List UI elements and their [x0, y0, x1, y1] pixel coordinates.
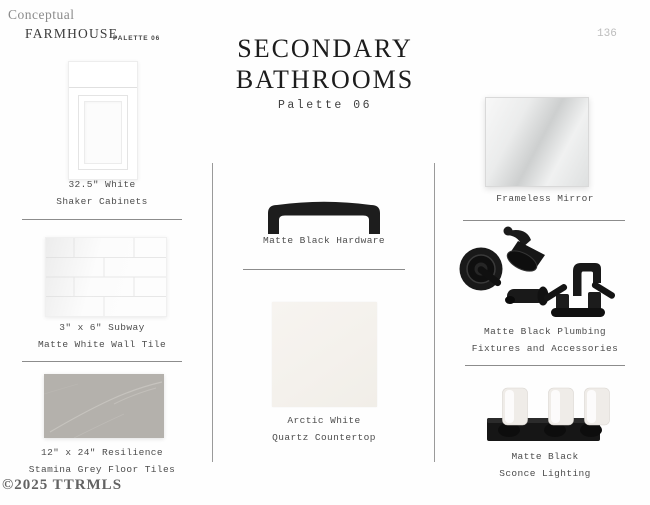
- plumbing-label: [435, 324, 650, 357]
- sconce-glass-shades: [503, 388, 610, 425]
- mirror-label-line1: Frameless Mirror: [496, 193, 594, 204]
- plumbing-fixtures-image: [452, 226, 632, 328]
- left-divider-2: [22, 361, 182, 362]
- cabinet-pull-image: [258, 196, 390, 236]
- copyright-watermark: ©2025 TTRMLS: [2, 477, 123, 493]
- sconce-label: [435, 449, 650, 482]
- tile-sheen: [46, 238, 166, 316]
- page-title: [195, 33, 455, 95]
- vertical-divider-right: [434, 163, 435, 462]
- wall-tile-label-line2: Matte White Wall Tile: [37, 338, 167, 350]
- cabinets-label: [0, 177, 212, 210]
- countertop-label: [214, 413, 434, 446]
- floor-tile-label-line1: 12" x 24" Resilience: [40, 447, 164, 458]
- mirror-label: [435, 191, 650, 208]
- page-title-line1: SECONDARY: [237, 34, 413, 63]
- sconce-label-line1: Matte Black: [511, 451, 579, 462]
- shaker-cabinet-swatch: [68, 61, 138, 180]
- wall-tile-label: [0, 320, 212, 353]
- hardware-label: [214, 233, 434, 250]
- cabinet-drawer: [69, 62, 137, 88]
- cabinets-label-line2: Shaker Cabinets: [56, 195, 148, 207]
- page-number: 136: [597, 28, 617, 40]
- shower-valve-icon: [460, 248, 503, 291]
- plumbing-label-line2: Fixtures and Accessories: [471, 342, 619, 354]
- right-divider-1: [463, 220, 625, 221]
- brand-conceptual: Conceptual: [8, 7, 75, 22]
- countertop-label-line1: Arctic White: [287, 415, 361, 426]
- vertical-divider-left: [212, 163, 213, 462]
- mirror-image: [485, 97, 589, 187]
- right-divider-2: [465, 365, 625, 366]
- brand-palette-tag: PALETTE 06: [113, 35, 161, 42]
- sconce-light-image: [483, 384, 613, 446]
- floor-tile-label-line2: Stamina Grey Floor Tiles: [28, 463, 176, 475]
- shower-head-icon: [504, 227, 546, 276]
- floor-tile-label: [0, 445, 212, 478]
- plumbing-label-line1: Matte Black Plumbing: [483, 326, 607, 337]
- countertop-label-line2: Quartz Countertop: [272, 431, 376, 443]
- cabinets-label-line1: 32.5" White: [68, 179, 136, 190]
- left-divider-1: [22, 219, 182, 220]
- cabinet-door-panel: [84, 101, 122, 164]
- page-subtitle: Palette 06: [277, 99, 372, 112]
- subway-tile-swatch: [45, 237, 167, 317]
- hardware-label-line1: Matte Black Hardware: [262, 235, 386, 246]
- brand-farmhouse: FARMHOUSE: [25, 26, 119, 41]
- floor-tile-swatch: [44, 374, 164, 438]
- faucet-icon: [543, 263, 616, 317]
- floor-tile-texture: [44, 374, 164, 438]
- cabinet-door: [78, 95, 128, 170]
- countertop-swatch: [272, 302, 377, 407]
- wall-tile-label-line1: 3" x 6" Subway: [59, 322, 145, 333]
- center-divider: [243, 269, 405, 270]
- page-title-line2: BATHROOMS: [235, 65, 415, 94]
- tub-spout-icon: [505, 287, 549, 306]
- sconce-label-line2: Sconce Lighting: [499, 467, 591, 479]
